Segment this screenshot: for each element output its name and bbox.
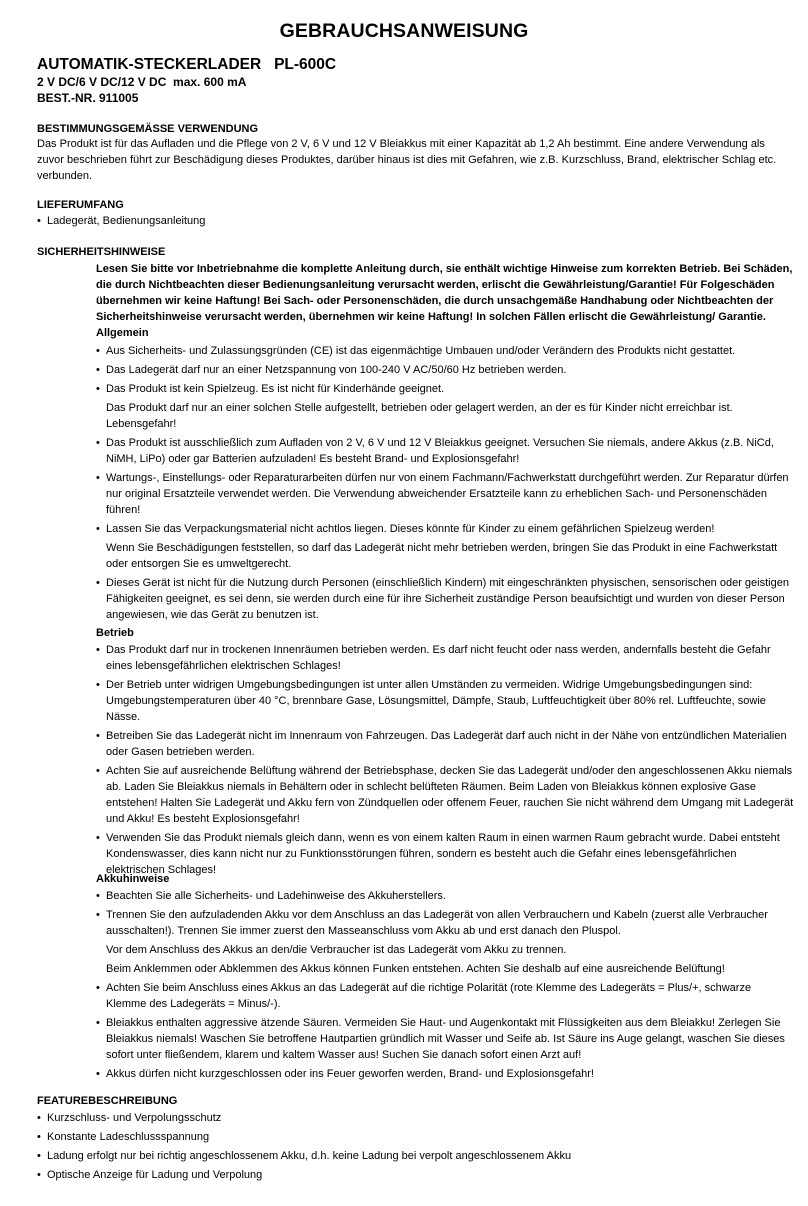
list-item [96,728,798,760]
bullet-icon: • [96,730,100,742]
text-line: oder Gasen betrieben werden. [106,746,255,758]
bullet-icon: • [96,437,100,449]
list-item [96,961,798,977]
list-item-text: Kurzschluss- und Verpolungsschutz [47,1112,222,1124]
text-line: Wenn Sie Beschädigungen feststellen, so darf das Ladegerät nicht mehr betrieben werden, bringen Sie das Produkt in eine Fachwerkstatt [106,542,778,554]
akkuhinweise-list [96,888,798,1082]
list-item [96,830,798,878]
product-header [37,55,336,106]
list-item [96,980,798,1012]
bullet-icon: • [96,909,100,921]
list-item [37,1110,797,1126]
bullet-icon: • [96,644,100,656]
section-heading-features: FEATUREBESCHREIBUNG [37,1095,178,1107]
list-item [96,888,798,904]
text-line: ausschalten!). Trennen Sie immer zuerst den Masseanschluss vom Akku ab und erst danach den Pluspol. [106,925,621,937]
text-line: Dieses Gerät ist nicht für die Nutzung durch Personen (einschließlich Kindern) mit eingeschränkten physischen, sensorischen oder geistigen [106,577,789,589]
text-line: oder entsorgen Sie es umweltgerecht. [106,558,292,570]
bullet-icon: • [96,1017,100,1029]
list-item [96,343,798,359]
text-line: Vor dem Anschluss des Akkus an den/die Verbraucher ist das Ladegerät vom Akku zu trennen. [106,944,567,956]
text-line: entstehen! Halten Sie Ladegerät und Akku fern von Zündquellen oder offenem Feuer, rauchen Sie nicht während dem Umgang mit Ladegerät [106,797,794,809]
text-line: Aus Sicherheits- und Zulassungsgründen (CE) ist das eigenmächtige Umbauen und/oder Verändern des Produkts nicht gestattet. [106,345,736,357]
bullet-icon: • [96,383,100,395]
text-line: Lebensgefahr! [106,418,177,430]
list-item [37,1167,797,1183]
betrieb-list [96,642,798,878]
text-line: und Akku! Es besteht Explosionsgefahr! [106,813,300,825]
text-line: Betreiben Sie das Ladegerät nicht im Innenraum von Fahrzeugen. Das Ladegerät darf auch nicht in der Nähe von entzündlichen Materialien [106,730,787,742]
list-item [96,575,798,623]
product-order-number: BEST.-NR. 911005 [37,91,139,105]
sicherheit-intro [96,261,796,325]
document-title: GEBRAUCHSANWEISUNG [279,20,529,42]
text-line: übernehmen wir keine Haftung! Bei Sach- oder Personenschäden, die durch unsachgemäße Handhabung oder Nichtbeachten der [96,295,774,307]
text-line: Kondenswasser, dies kann nicht nur zu Funktionsstörungen führen, sondern es besteht auch die Gefahr eines lebensgefährlichen [106,848,737,860]
text-line: ab. Laden Sie Bleiakkus niemals in Behältern oder in schlecht belüfteten Räumen. Beim Laden von Bleiakkus können explosive Gase [106,781,757,793]
list-item [37,1129,797,1145]
bullet-icon: • [96,577,100,589]
text-line: Das Produkt ist ausschließlich zum Aufladen von 2 V, 6 V und 12 V Bleiakkus geeignet. Versuchen Sie niemals, andere Akkus (z.B. NiCd, [106,437,774,449]
bullet-icon: • [37,1112,41,1124]
bullet-icon: • [96,523,100,535]
list-item [96,942,798,958]
text-line: Bleiakkus enthalten aggressive ätzende Säuren. Vermeiden Sie Haut- und Augenkontakt mit Flüssigkeiten aus dem Bleiakku! Zerlegen Sie [106,1017,781,1029]
list-item [96,763,798,827]
text-line: Trennen Sie den aufzuladenden Akku vor dem Anschluss an das Ladegerät von allen Verbrauchern und Kabeln (zuerst alle Verbraucher [106,909,768,921]
text-line: verbunden. [37,170,93,182]
list-item [37,213,797,229]
features-list [37,1110,797,1183]
allgemein-list [96,343,798,623]
text-line: Das Produkt darf nur in trockenen Innenräumen betrieben werden. Es darf nicht feucht oder nass werden, andernfalls besteht die Gefahr [106,644,771,656]
text-line: Das Produkt ist für das Aufladen und die Pflege von 2 V, 6 V und 12 V Bleiakkus mit einer Kapazität ab 1,2 Ah bestimmt. Eine andere Verwendung als [37,138,765,150]
list-item [96,435,798,467]
text-line: Der Betrieb unter widrigen Umgebungsbedingungen ist unter allen Umständen zu vermeiden. Widrige Umgebungsbedingungen sind: [106,679,753,691]
text-line: Umgebungstemperaturen über 40 °C, brennbare Gase, Lösungsmittel, Dämpfe, Staub, Luftfeuchtigkeit über 80% rel. Luftfeuchte, sowie [106,695,766,707]
text-line: die durch Nichtbeachten dieser Bedienungsanleitung verursacht werden, erlischt die Gewährleistung/Garantie! Für Folgeschäden [96,279,775,291]
text-line: führen! [106,504,141,516]
text-line: Achten Sie beim Anschluss eines Akkus an das Ladegerät auf die richtige Polarität (rote Klemme des Ladegeräts = Plus/+, schwarze [106,982,752,994]
bullet-icon: • [96,345,100,357]
subheading-allgemein: Allgemein [96,327,149,339]
text-line: Sicherheitshinweise verursacht werden, übernehmen wir keine Haftung! In solchen Fällen erlischt die Gewährleistung/ Garantie. [96,311,766,323]
text-line: Beachten Sie alle Sicherheits- und Ladehinweise des Akkuherstellers. [106,890,446,902]
bullet-icon: • [96,765,100,777]
lieferumfang-list [37,213,797,229]
list-item [96,540,798,572]
section-heading-lieferumfang: LIEFERUMFANG [37,199,124,211]
bullet-icon: • [37,1169,41,1181]
text-line: angewiesen, wie das Gerät zu benutzen ist. [106,609,319,621]
bullet-icon: • [96,1068,100,1080]
product-name: AUTOMATIK-STECKERLADER PL-600C [37,56,337,73]
product-spec: 2 V DC/6 V DC/12 V DC max. 600 mA [37,75,247,89]
list-item [96,521,798,537]
text-line: Das Produkt ist kein Spielzeug. Es ist nicht für Kinderhände geeignet. [106,383,445,395]
text-line: Wartungs-, Einstellungs- oder Reparaturarbeiten dürfen nur von einem Fachmann/Fachwerkstatt durchgeführt werden. Zur Reparatur dürfen [106,472,789,484]
text-line: NiMH, LiPo) oder gar Batterien aufzuladen! Es besteht Brand- und Explosionsgefahr! [106,453,520,465]
list-item [96,362,798,378]
text-line: Das Produkt darf nur an einer solchen Stelle aufgestellt, betrieben oder gelagert werden, an der es für Kinder nicht erreichbar ist. [106,402,733,414]
bullet-icon: • [37,1150,41,1162]
text-line: Verwenden Sie das Produkt niemals gleich dann, wenn es von einem kalten Raum in einen warmen Raum gebracht wurde. Dabei entsteht [106,832,780,844]
list-item [96,470,798,518]
bestimmung-text [37,136,797,184]
text-line: elektrischen Schlages! [106,864,217,876]
list-item [96,907,798,939]
list-item [96,677,798,725]
list-item [37,1148,797,1164]
bullet-icon: • [96,982,100,994]
list-item [96,642,798,674]
bullet-icon: • [96,472,100,484]
list-item [96,1066,798,1082]
text-line: Akkus dürfen nicht kurzgeschlossen oder ins Feuer geworfen werden, Brand- und Explosionsgefahr! [106,1068,594,1080]
text-line: Nässe. [106,711,141,723]
bullet-icon: • [37,215,41,227]
list-item-text: Ladegerät, Bedienungsanleitung [47,215,206,227]
subheading-betrieb: Betrieb [96,627,134,639]
text-line: Beim Anklemmen oder Abklemmen des Akkus können Funken entstehen. Achten Sie deshalb auf eine ausreichende Belüftung! [106,963,725,975]
text-line: Fähigkeiten geeignet, es sei denn, sie werden durch eine für ihre Sicherheit zuständige Person beaufsichtigt und wurden von dieser Person [106,593,785,605]
list-item [96,400,798,432]
text-line: Das Ladegerät darf nur an einer Netzspannung von 100-240 V AC/50/60 Hz betrieben werden. [106,364,567,376]
bullet-icon: • [96,679,100,691]
list-item-text: Optische Anzeige für Ladung und Verpolung [47,1169,263,1181]
text-line: Klemme des Ladegeräts = Minus/-). [106,998,281,1010]
list-item-text: Ladung erfolgt nur bei richtig angeschlossenem Akku, d.h. keine Ladung bei verpolt angeschlossenem Akku [47,1150,572,1162]
section-heading-sicherheit: SICHERHEITSHINWEISE [37,246,166,258]
bullet-icon: • [37,1131,41,1143]
text-line: eines lebensgefährlichen elektrischen Schlages! [106,660,341,672]
text-line: zuvor beschrieben führt zur Beschädigung dieses Produktes, darüber hinaus ist dies mit Gefahren, wie z.B. Kurzschluss, Brand, elektrischer Schlag etc. [37,154,777,166]
bullet-icon: • [96,364,100,376]
list-item [96,1015,798,1063]
subheading-akkuhinweise: Akkuhinweise [96,873,170,885]
list-item-text: Konstante Ladeschlussspannung [47,1131,210,1143]
text-line: Lesen Sie bitte vor Inbetriebnahme die komplette Anleitung durch, sie enthält wichtige Hinweise zum korrekten Betrieb. Bei Schäden, [96,263,793,275]
text-line: nur original Ersatzteile verwendet werden. Die Verwendung abweichender Ersatzteile kann zu erheblichen Sach- und Personenschäden [106,488,768,500]
list-item [96,381,798,397]
text-line: Achten Sie auf ausreichende Belüftung während der Betriebsphase, decken Sie das Ladegerät und/oder den angeschlossenen Akku niemals [106,765,793,777]
text-line: Bleiakkus niemals! Waschen Sie betroffene Hautpartien gründlich mit Wasser und Seife ab. Ist Säure ins Auge gelangt, waschen Sie dieses [106,1033,785,1045]
section-heading-bestimmung: BESTIMMUNGSGEMÄSSE VERWENDUNG [37,123,259,135]
bullet-icon: • [96,890,100,902]
text-line: sofort unter fließendem, klarem und kaltem Wasser aus! Suchen Sie danach sofort einen Arzt auf! [106,1049,582,1061]
text-line: Lassen Sie das Verpackungsmaterial nicht achtlos liegen. Dieses könnte für Kinder zu einem gefährlichen Spielzeug werden! [106,523,715,535]
bullet-icon: • [96,832,100,844]
